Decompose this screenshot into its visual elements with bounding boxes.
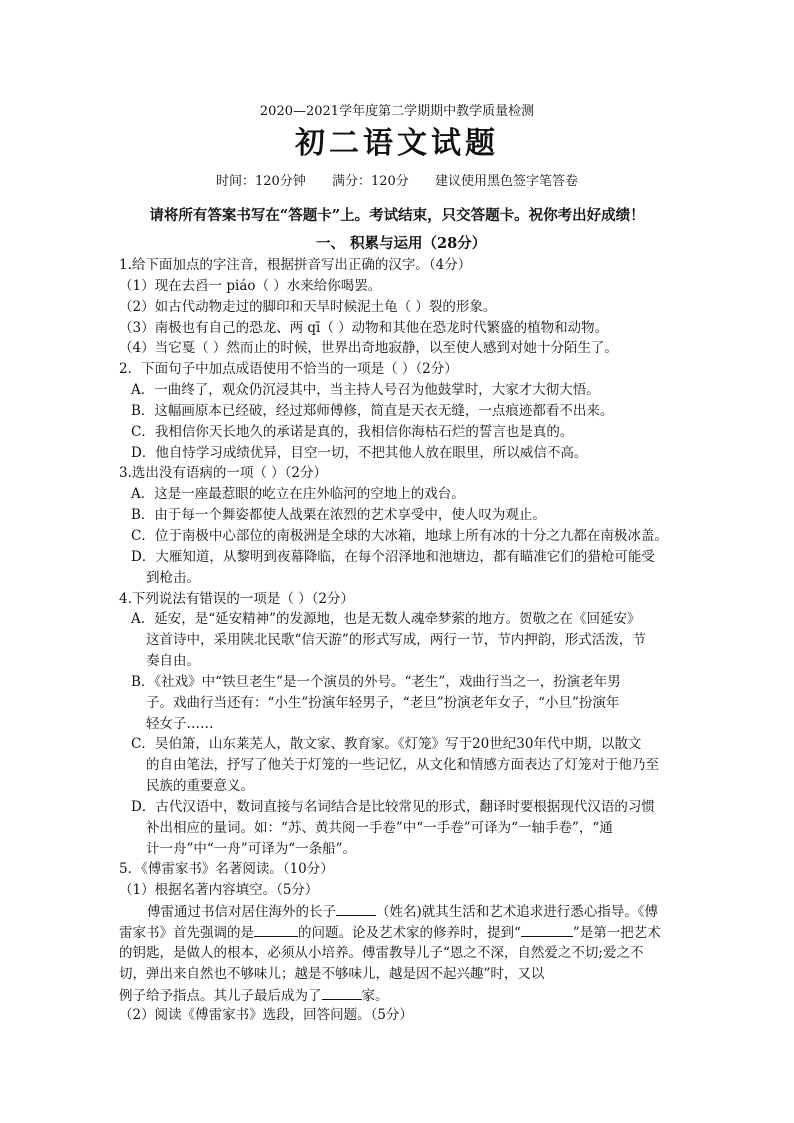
exam-time: 时间：120分钟: [216, 174, 306, 189]
question-5-stem: 5．《傅雷家书》名著阅读。（10分）: [119, 861, 334, 878]
question-4-option-cont: 计一舟”中“一舟”可译为“一条船”。: [146, 840, 357, 857]
question-2-option: B．这幅画原本已经破，经过郑师傅修，简直是天衣无缝，一点痕迹都看不出来。: [131, 402, 614, 419]
question-3-option: A．这是一座最惹眼的屹立在庄外临河的空地上的戏台。: [131, 486, 465, 503]
question-5-paragraph: 切，弹出来自然也不够味儿；越是不够味儿，越是因不起兴趣”时，又以: [119, 965, 545, 982]
answer-blank[interactable]: [336, 901, 376, 916]
exam-meta: [0, 170, 794, 189]
question-3-option: D．大雁知道，从黎明到夜幕降临，在每个沼泽地和池塘边，都有瞄准它们的猎枪可能受: [131, 548, 655, 565]
text-run: 的问题。论及艺术家的修养时，提到“: [298, 925, 521, 941]
exam-notice: 请将所有答案书写在“答题卡”上。考试结束，只交答题卡。祝你考出好成绩！: [149, 207, 645, 224]
question-2-stem: 2．下面句子中加点成语使用不恰当的一项是（ ）（2分）: [119, 361, 458, 378]
question-1-item: （1）现在去舀一 piáo（ ）水来给你喝罢。: [119, 277, 382, 294]
question-5-paragraph: [119, 922, 681, 943]
exam-body: [119, 255, 681, 1026]
answer-blank[interactable]: [521, 922, 573, 937]
question-3-option-cont: 到枪击。: [146, 569, 200, 586]
question-1-item: （3）南极也有自己的恐龙、两 qī（ ）动物和其他在恐龙时代繁盛的植物和动物。: [119, 319, 609, 336]
text-run: 傅雷通过书信对居住海外的长子: [147, 904, 336, 921]
text-run: 家。: [361, 987, 389, 1004]
question-4-option: D．古代汉语中，数词直接与名词结合是比较常见的形式，翻译时要根据现代汉语的习惯: [131, 798, 655, 815]
question-4-option-cont: 子。戏曲行当还有：“小生”扮演年轻男子，“老旦”扮演老年女子，“小旦”扮演年: [146, 694, 620, 711]
question-1-item: （4）当它戛（ ）然而止的时候，世界出奇地寂静，以至使人感到对她十分陌生了。: [119, 340, 618, 357]
text-run: 例子给予指点。其儿子最后成为了: [119, 987, 322, 1004]
text-run: ”是第一把艺术: [572, 925, 661, 941]
question-4-stem: 4.下列说法有错误的一项是（ ）（2分）: [119, 590, 355, 607]
exam-subtitle: 2020—2021学年度第二学期期中教学质量检测: [259, 104, 535, 119]
exam-advice: 建议使用黑色签字笔答卷: [434, 174, 578, 189]
exam-title: 初二语文试题: [295, 126, 499, 161]
question-5-paragraph: [119, 985, 681, 1006]
question-3-stem: 3.选出没有语病的一项（ ）（2分）: [119, 465, 328, 482]
question-2-option: D．他自恃学习成绩优异，目空一切，不把其他人放在眼里，所以威信不高。: [131, 444, 588, 461]
question-4-option: B．《社戏》中“铁旦老生”是一个演员的外号。“老生”，戏曲行当之一，扮演老年男: [131, 673, 621, 690]
question-1-item: （2）如古代动物走过的脚印和天旱时候泥土龟（ ）裂的形象。: [119, 298, 497, 315]
text-run: 雷家书》首先强调的是: [119, 925, 254, 941]
question-5-paragraph: [119, 901, 681, 922]
question-4-option-cont: 这首诗中，采用陕北民歌“信天游”的形式写成，两行一节，节内押韵，形式活泼，节: [146, 632, 646, 649]
question-4-option: C．吴伯箫，山东莱芜人，散文家、教育家。《灯笼》写于20世纪30年代中期，以散文: [131, 736, 642, 753]
question-1-stem: 1.给下面加点的字注音，根据拼音写出正确的汉字。（4分）: [119, 257, 472, 273]
text-run: （姓名)就其生活和艺术追求进行悉心指导。《傅: [376, 904, 659, 921]
question-4-option-cont: 轻女子……: [146, 715, 214, 732]
question-3-option: C．位于南极中心部位的南极洲是全球的大冰箱，地球上所有冰的十分之九都在南极冰盖。: [131, 527, 668, 544]
question-5-part-1: （1）根据名著内容填空。（5分）: [119, 882, 319, 899]
question-5-part-2: （2）阅读《傅雷家书》选段，回答问题。（5分）: [119, 1007, 413, 1024]
question-4-option: A．延安，是“延安精神”的发源地，也是无数人魂牵梦萦的地方。贺敬之在《回延安》: [131, 611, 641, 628]
answer-blank[interactable]: [254, 922, 298, 937]
question-4-option-cont: 奏自由。: [146, 653, 200, 670]
section-title: 一、 积累与运用（28分）: [316, 235, 487, 252]
exam-score: 满分：120分: [331, 174, 409, 189]
answer-blank[interactable]: [322, 985, 362, 1000]
question-4-option-cont: 民族的重要意义。: [146, 778, 254, 795]
question-4-option-cont: 的自由笔法，抒写了他关于灯笼的一些记忆，从文化和情感方面表达了灯笼对于他乃至: [146, 757, 659, 774]
question-4-option-cont: 补出相应的量词。如：“苏、黄共阅一手卷”中“一手卷”可译为“一轴手卷”，“通: [146, 819, 613, 836]
question-5-paragraph: 的钥匙，是做人的根本，必须从小培养。傅雷教导儿子“恩之不深，自然爱之不切;爱之不: [119, 944, 644, 961]
question-2-option: C．我相信你天长地久的承诺是真的，我相信你海枯石烂的誓言也是真的。: [131, 423, 574, 440]
question-3-option: B．由于每一个舞姿都使人战栗在浓烈的艺术享受中，使人叹为观止。: [131, 507, 546, 524]
question-2-option: A．一曲终了，观众仍沉浸其中，当主持人号召为他鼓掌时，大家才大彻大悟。: [131, 382, 600, 399]
